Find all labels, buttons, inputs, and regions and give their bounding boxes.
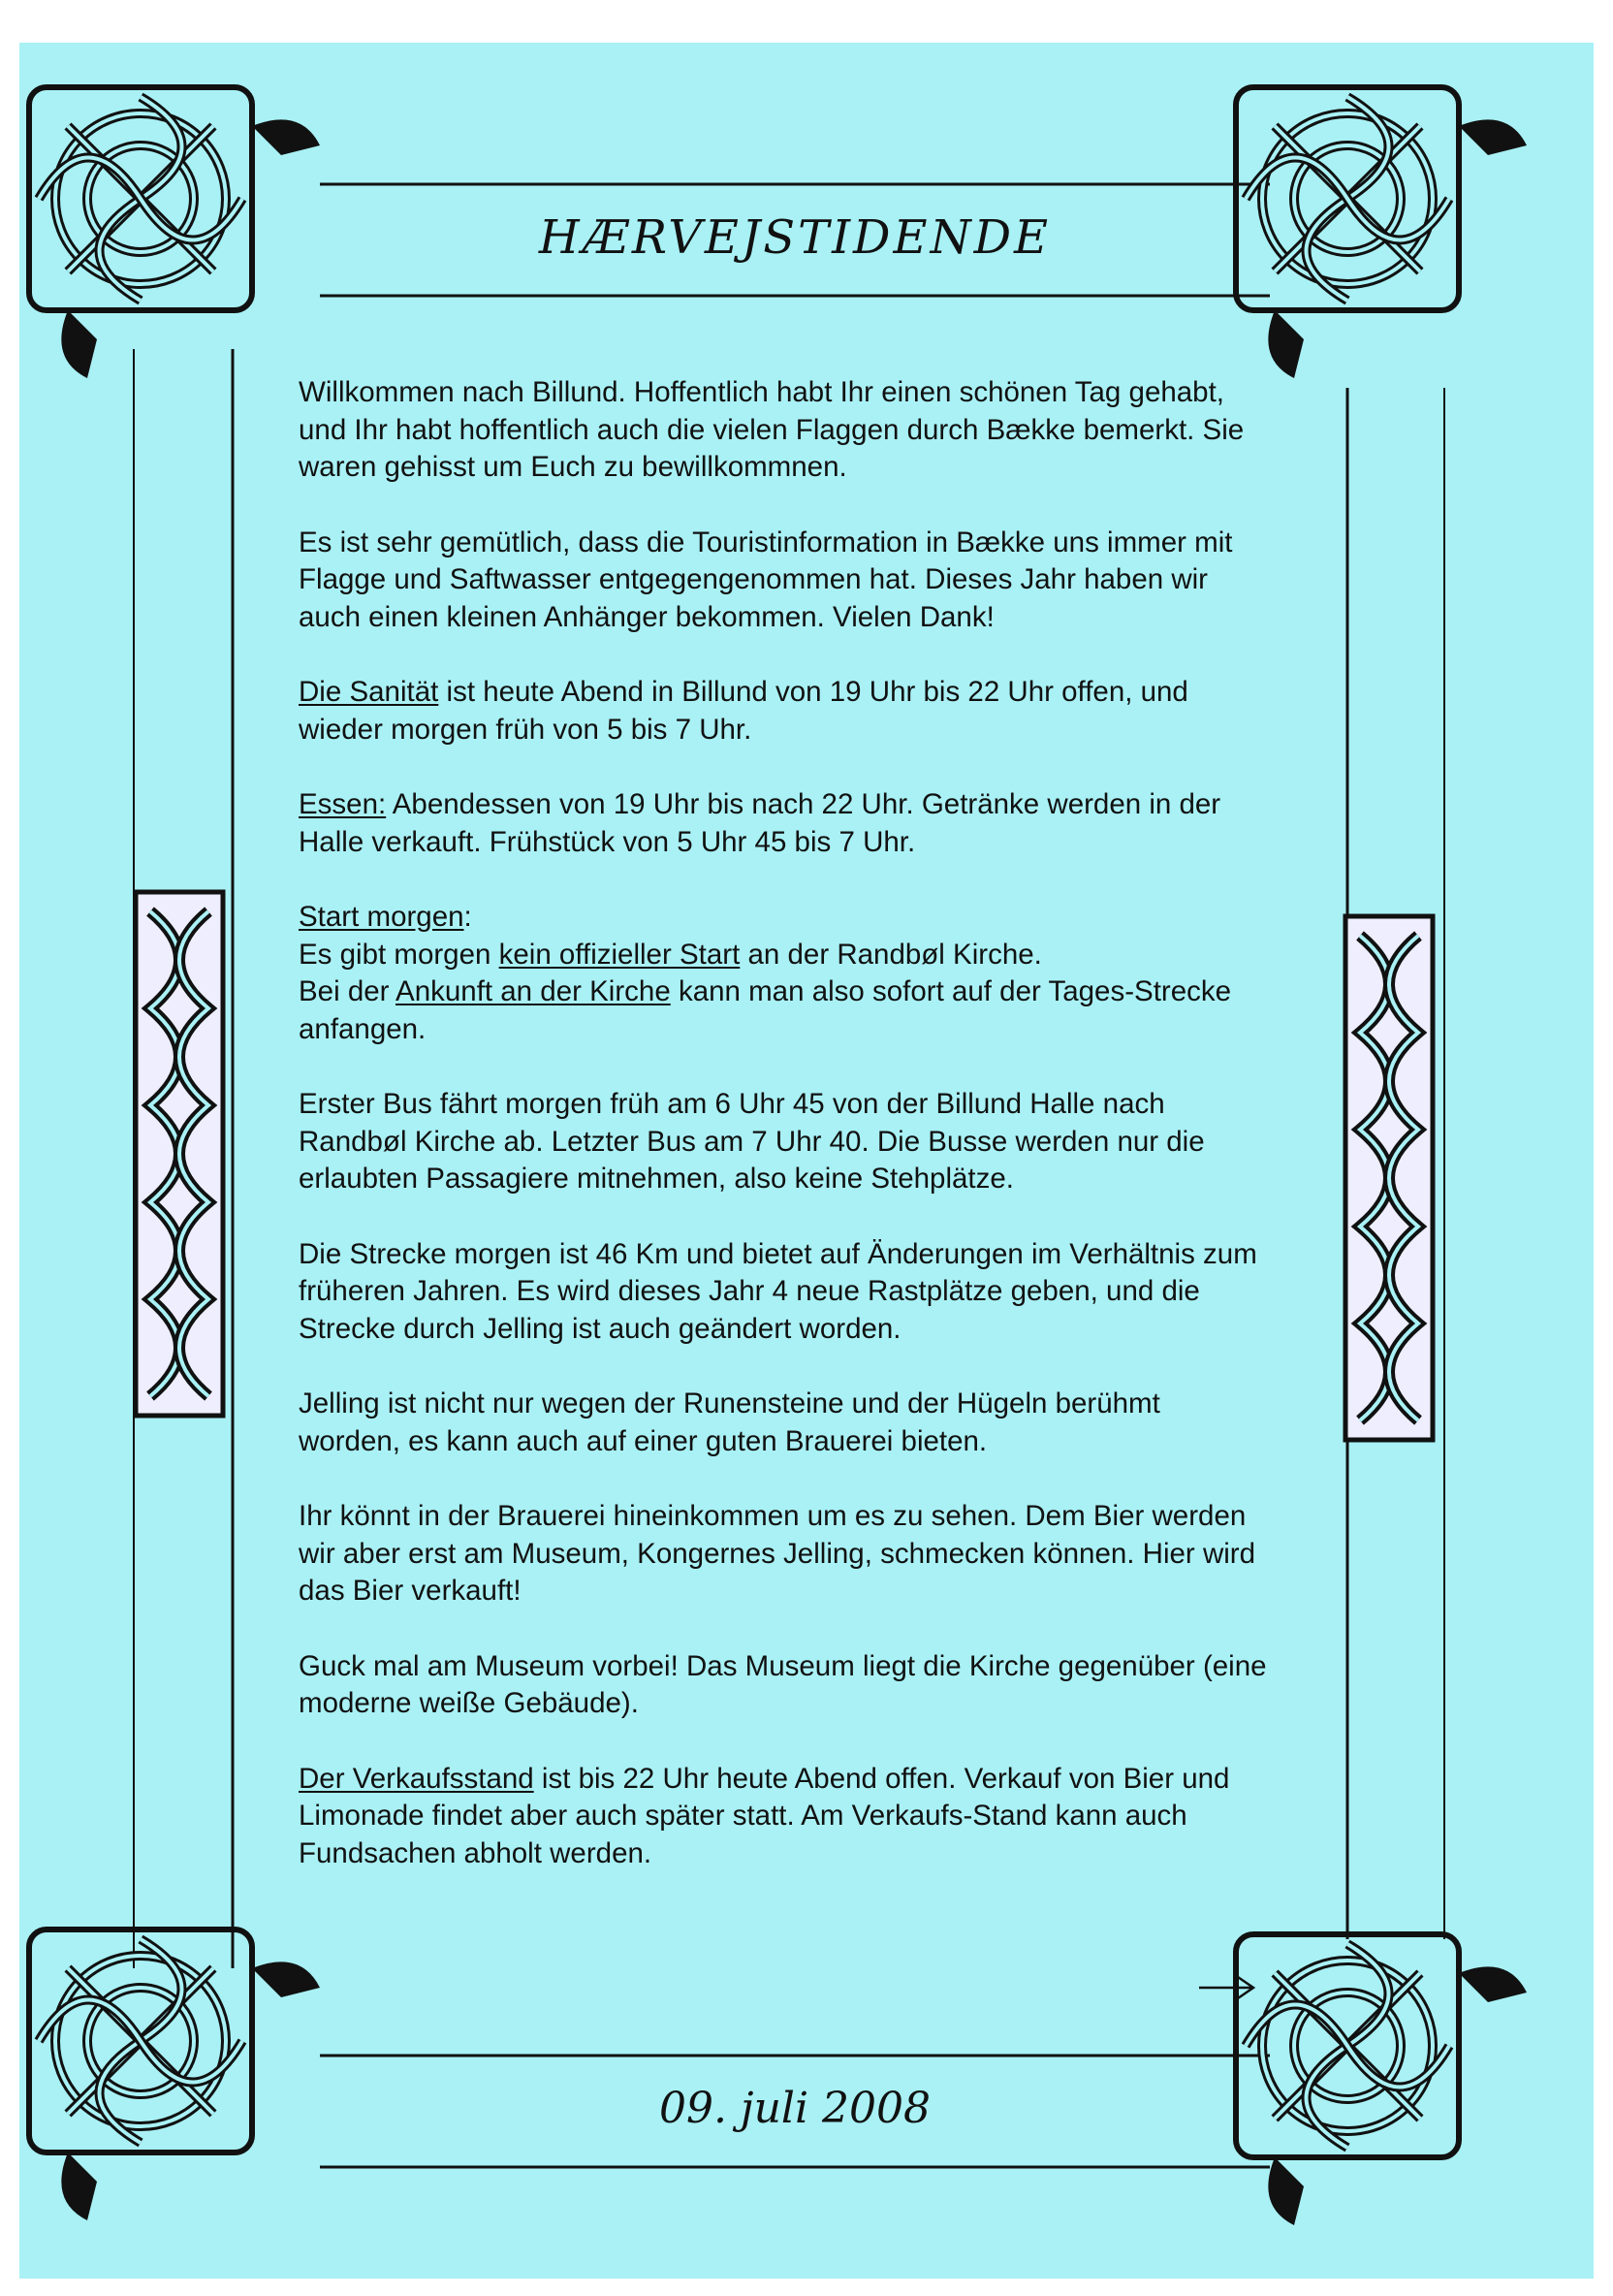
continue-arrow-icon bbox=[1197, 1973, 1257, 2002]
paragraph-jelling: Jelling ist nicht nur wegen der Runensteine und der Hügeln berühmt worden, es kann auch auf einer guten Brauerei bieten. bbox=[299, 1387, 1160, 1457]
paragraph-bus: Erster Bus fährt morgen früh am 6 Uhr 45 von der Billund Halle nach Randbøl Kirche ab. Letzter Bus am 7 Uhr 40. Die Busse werden nur die erlaubten Passagiere mitnehmen, also keine Stehplätze. bbox=[299, 1088, 1205, 1195]
paragraph-start: Start morgen: Es gibt morgen kein offizieller Start an der Randbøl Kirche. Bei der Ankunft an der Kirche kann man also sofort auf der Tages-Strecke anfangen. bbox=[299, 901, 1232, 1045]
paragraph-first-aid: Die Sanität ist heute Abend in Billund von 19 Uhr bis 22 Uhr offen, und wieder morgen früh von 5 bis 7 Uhr. bbox=[299, 676, 1188, 746]
heading-start: Start morgen bbox=[299, 901, 464, 933]
newsletter-title: HÆRVEJSTIDENDE bbox=[538, 210, 1052, 265]
paragraph-tourist-info: Es ist sehr gemütlich, dass die Touristinformation in Bække uns immer mit Flagge und Saftwasser entgegengenommen hat. Dieses Jahr haben wir auch einen kleinen Anhänger bekommen. Vielen Dank! bbox=[299, 526, 1233, 633]
issue-date: 09. juli 2008 bbox=[658, 2084, 932, 2133]
heading-first-aid: Die Sanität bbox=[299, 676, 439, 708]
paragraph-welcome: Willkommen nach Billund. Hoffentlich habt Ihr einen schönen Tag gehabt, und Ihr habt hoffentlich auch die vielen Flaggen durch Bække bemerkt. Sie waren gehisst um Euch zu bewillkommnen. bbox=[299, 376, 1245, 483]
heading-food: Essen: bbox=[299, 788, 387, 820]
paragraph-brewery: Ihr könnt in der Brauerei hineinkommen um es zu sehen. Dem Bier werden wir aber erst am Museum, Kongernes Jelling, schmecken können. Hier wird das Bier verkauft! bbox=[299, 1500, 1256, 1607]
paragraph-sales-stand: Der Verkaufsstand ist bis 22 Uhr heute Abend offen. Verkauf von Bier und Limonade findet aber auch später statt. Am Verkaufs-Stand kann auch Fundsachen abholt werden. bbox=[299, 1762, 1230, 1869]
paragraph-museum: Guck mal am Museum vorbei! Das Museum liegt die Kirche gegenüber (eine moderne weiße Gebäude). bbox=[299, 1649, 1267, 1719]
article-body bbox=[299, 374, 1268, 1910]
paragraph-route: Die Strecke morgen ist 46 Km und bietet auf Änderungen im Verhältnis zum früheren Jahren. Es wird dieses Jahr 4 neue Rastplätze geben, und die Strecke durch Jelling ist auch geändert worden. bbox=[299, 1237, 1257, 1345]
heading-sales-stand: Der Verkaufsstand bbox=[299, 1762, 534, 1795]
paragraph-food: Essen: Abendessen von 19 Uhr bis nach 22 Uhr. Getränke werden in der Halle verkauft. Frühstück von 5 Uhr 45 bis 7 Uhr. bbox=[299, 788, 1221, 858]
